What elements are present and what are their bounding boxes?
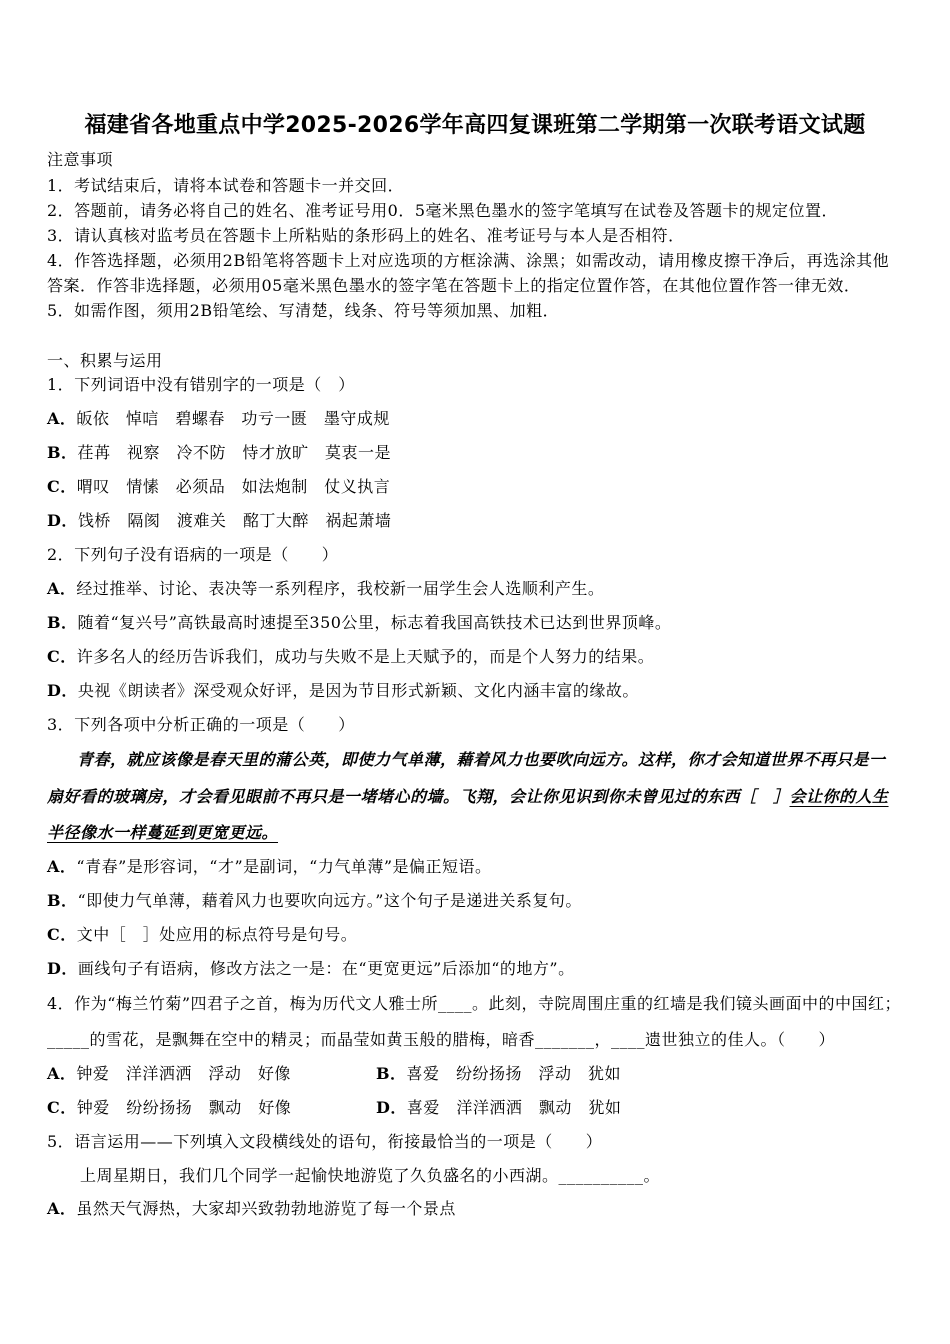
option-c bbox=[47, 475, 390, 499]
page-title: 福建省各地重点中学2025-2026学年高四复课班第二学期第一次联考语文试题 bbox=[84, 113, 866, 138]
option-text: 皈依 悼唁 碧螺春 功亏一匮 墨守成规 bbox=[76, 409, 390, 428]
option-d bbox=[376, 1096, 621, 1120]
option-c bbox=[47, 645, 654, 669]
option-label: C． bbox=[47, 1098, 77, 1117]
option-label: C． bbox=[47, 477, 77, 496]
question-number: 3． bbox=[47, 715, 75, 734]
option-label: C． bbox=[47, 647, 77, 666]
passage-line-1: 青春，就应该像是春天里的蒲公英，即使力气单薄，藉着风力也要吹向远方。这样，你才会知道世界不再只是一 bbox=[77, 750, 886, 769]
option-text: 钟爱 洋洋洒洒 浮动 好像 bbox=[76, 1064, 291, 1083]
passage-line-2 bbox=[47, 785, 889, 809]
option-d bbox=[47, 957, 575, 981]
notice-heading: 注意事项 bbox=[47, 150, 114, 169]
question-stem bbox=[47, 713, 355, 737]
question-number: 2． bbox=[47, 545, 75, 564]
question-stem bbox=[47, 1130, 602, 1154]
underlined-sentence: 会让你的人生 bbox=[789, 787, 889, 806]
option-d bbox=[47, 509, 391, 533]
question-stem bbox=[47, 992, 901, 1016]
option-label: A． bbox=[47, 857, 77, 876]
option-text: 随着“复兴号”高铁最高时速提至350公里，标志着我国高铁技术已达到世界顶峰。 bbox=[77, 613, 672, 632]
notice-item-2: 2．答题前，请务必将自己的姓名、准考证号用0．5毫米黑色墨水的签字笔填写在试卷及答题卡的规定位置． bbox=[47, 201, 839, 220]
option-label: D． bbox=[47, 681, 78, 700]
question-stem-continued: _____的雪花，是飘舞在空中的精灵；而晶莹如黄玉般的腊梅，暗香_______，____遗世独立的佳人。（ ） bbox=[47, 1030, 836, 1049]
option-text: “青春”是形容词，“才”是副词，“力气单薄”是偏正短语。 bbox=[76, 857, 492, 876]
option-a bbox=[47, 577, 604, 601]
option-text: 央视《朗读者》深受观众好评，是因为节目形式新颖、文化内涵丰富的缘故。 bbox=[77, 681, 639, 700]
option-text: 钟爱 纷纷扬扬 飘动 好像 bbox=[76, 1098, 292, 1117]
option-text: 经过推举、讨论、表决等一系列程序，我校新一届学生会人选顺利产生。 bbox=[76, 579, 605, 598]
option-text: 喜爱 纷纷扬扬 浮动 犹如 bbox=[406, 1064, 622, 1083]
question-text: 下列各项中分析正确的一项是（ ） bbox=[74, 715, 355, 734]
option-b bbox=[47, 611, 671, 635]
option-label: A． bbox=[47, 409, 77, 428]
option-text: 饯桥 隔阂 渡难关 酩丁大醉 祸起萧墙 bbox=[77, 511, 392, 530]
option-b bbox=[47, 441, 391, 465]
question-number: 5． bbox=[47, 1132, 75, 1151]
option-d bbox=[47, 679, 639, 703]
option-text: 喜爱 洋洋洒洒 飘动 犹如 bbox=[406, 1098, 622, 1117]
passage-line: 上周星期日，我们几个同学一起愉快地游览了久负盛名的小西湖。__________。 bbox=[80, 1166, 661, 1185]
option-label: B． bbox=[376, 1064, 407, 1083]
option-a bbox=[47, 1197, 456, 1221]
option-text: 荏苒 视察 冷不防 恃才放旷 莫衷一是 bbox=[77, 443, 392, 462]
option-label: A． bbox=[47, 579, 77, 598]
section-heading: 一、积累与运用 bbox=[47, 351, 163, 370]
option-text: 文中［ ］处应用的标点符号是句号。 bbox=[76, 925, 358, 944]
notice-item-5: 5．如需作图，须用2B铅笔绘、写清楚，线条、符号等须加黑、加粗． bbox=[47, 301, 560, 320]
question-stem bbox=[47, 543, 338, 567]
option-label: B． bbox=[47, 443, 78, 462]
option-label: C． bbox=[47, 925, 77, 944]
passage-line-3 bbox=[47, 821, 278, 845]
option-b bbox=[376, 1062, 621, 1086]
question-stem bbox=[47, 373, 355, 397]
question-number: 4． bbox=[47, 994, 75, 1013]
underlined-sentence: 半径像水一样蔓延到更宽更远。 bbox=[47, 823, 279, 842]
notice-item-1: 1．考试结束后，请将本试卷和答题卡一并交回． bbox=[47, 176, 405, 195]
question-text: 下列句子没有语病的一项是（ ） bbox=[74, 545, 339, 564]
option-label: D． bbox=[47, 511, 78, 530]
option-label: A． bbox=[47, 1199, 77, 1218]
notice-item-3: 3．请认真核对监考员在答题卡上所粘贴的条形码上的姓名、准考证号与本人是否相符． bbox=[47, 226, 685, 245]
passage-text: 扇好看的玻璃房，才会看见眼前不再只是一堵堵心的墙。飞翔，会让你见识到你未曾见过的东西［ ］ bbox=[47, 787, 790, 806]
option-text: 许多名人的经历告诉我们，成功与失败不是上天赋予的，而是个人努力的结果。 bbox=[76, 647, 655, 666]
option-c bbox=[47, 1096, 291, 1120]
option-label: D． bbox=[376, 1098, 407, 1117]
option-a bbox=[47, 855, 492, 879]
notice-item-4: 4．作答选择题，必须用2B铅笔将答题卡上对应选项的方框涂满、涂黑；如需改动，请用橡皮擦干净后，再选涂其他 bbox=[47, 251, 890, 270]
option-b bbox=[47, 889, 582, 913]
option-a bbox=[47, 407, 390, 431]
question-text: 下列词语中没有错别字的一项是（ ） bbox=[74, 375, 355, 394]
option-label: D． bbox=[47, 959, 78, 978]
question-text: 作为“梅兰竹菊”四君子之首，梅为历代文人雅士所____。此刻，寺院周围庄重的红墙是我们镜头画面中的中国红； bbox=[74, 994, 902, 1013]
option-text: “即使力气单薄，藉着风力也要吹向远方。”这个句子是递进关系复句。 bbox=[77, 891, 582, 910]
option-a bbox=[47, 1062, 291, 1086]
option-label: A． bbox=[47, 1064, 77, 1083]
option-text: 画线句子有语病，修改方法之一是：在“更宽更远”后添加“的地方”。 bbox=[77, 959, 575, 978]
option-text: 喟叹 情愫 必须品 如法炮制 仗义执言 bbox=[76, 477, 391, 496]
question-number: 1． bbox=[47, 375, 75, 394]
option-label: B． bbox=[47, 891, 78, 910]
option-label: B． bbox=[47, 613, 78, 632]
notice-item-4-continued: 答案．作答非选择题，必须用05毫米黑色墨水的签字笔在答题卡上的指定位置作答，在其他位置作答一律无效． bbox=[47, 276, 861, 295]
option-text: 虽然天气溽热，大家却兴致勃勃地游览了每一个景点 bbox=[76, 1199, 456, 1218]
option-c bbox=[47, 923, 357, 947]
question-text: 语言运用——下列填入文段横线处的语句，衔接最恰当的一项是（ ） bbox=[74, 1132, 603, 1151]
